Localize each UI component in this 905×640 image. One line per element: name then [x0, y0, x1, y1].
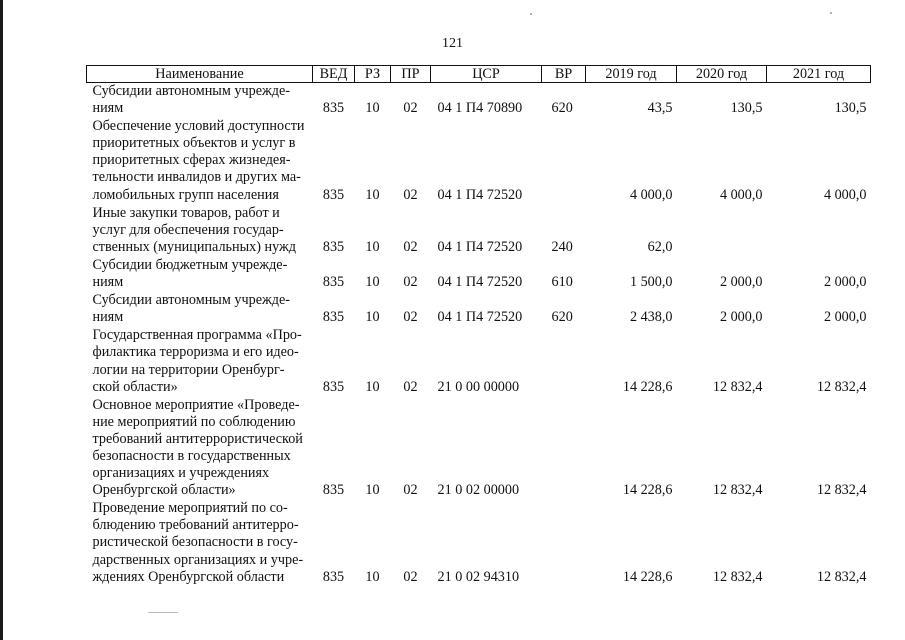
cell-2019: 62,0: [647, 238, 673, 255]
cell-2020: [677, 205, 767, 257]
name-line: требований антитеррористической: [92, 430, 303, 447]
header-pr: ПР: [391, 66, 431, 83]
cell-rz: 10: [365, 238, 380, 255]
cell-ved: 835: [322, 186, 345, 203]
cell-2020: 130,5: [730, 100, 763, 117]
cell-vr: [542, 118, 586, 204]
cell-ved: 835: [322, 100, 345, 117]
cell-rz: 10: [365, 482, 380, 499]
cell-2020: 12 832,4: [712, 482, 763, 499]
cell-vr: 620: [551, 309, 573, 326]
name-line: Основное мероприятие «Проведе-: [92, 396, 300, 413]
name-line: Субсидии автономным учрежде-: [92, 292, 291, 309]
cell-rz: 10: [365, 186, 380, 203]
cell-name: [87, 205, 313, 257]
cell-2019: 4 000,0: [629, 186, 673, 203]
name-line: приоритетных объектов и услуг в: [92, 135, 296, 152]
name-line: Иные закупки товаров, работ и: [92, 204, 280, 221]
name-line: Субсидии бюджетным учрежде-: [92, 256, 288, 273]
cell-2020: 4 000,0: [719, 186, 763, 203]
cell-2019: 14 228,6: [622, 482, 673, 499]
cell-name: [87, 397, 313, 501]
cell-name: [87, 83, 313, 119]
cell-2021: 12 832,4: [816, 378, 867, 395]
name-line: Субсидии автономным учрежде-: [92, 83, 291, 99]
cell-name: [87, 257, 313, 292]
name-line: ристической безопасности в госу-: [92, 534, 298, 551]
cell-2019: 43,5: [647, 100, 673, 117]
cell-pr: 02: [403, 378, 418, 395]
table-header-row: [87, 66, 871, 83]
cell-csr: 04 1 П4 70890: [437, 100, 523, 117]
name-line: Обеспечение условий доступности: [92, 118, 305, 135]
cell-ved: 835: [322, 568, 345, 585]
name-line: ние мероприятий по соблюдению: [92, 413, 296, 430]
name-line: Оренбургской области»: [92, 482, 236, 499]
cell-2019: 14 228,6: [622, 568, 673, 585]
name-line: дарственных организациях и учре-: [92, 551, 304, 568]
table-row: [87, 257, 871, 292]
cell-ved: 835: [322, 378, 345, 395]
budget-table: [86, 65, 871, 587]
cell-vr: 620: [551, 100, 573, 117]
cell-2021: 130,5: [834, 100, 867, 117]
cell-name: [87, 327, 313, 396]
header-2021: 2021 год: [767, 66, 871, 83]
name-line: ской области»: [92, 378, 178, 395]
cell-2021: [767, 205, 871, 257]
cell-2021: 12 832,4: [816, 482, 867, 499]
cell-pr: 02: [403, 568, 418, 585]
header-vr: ВР: [542, 66, 586, 83]
page-number: 121: [442, 36, 463, 51]
name-line: филактика терроризма и его идео-: [92, 344, 299, 361]
cell-name: [87, 118, 313, 204]
table-row: [87, 292, 871, 327]
name-line: блюдению требований антитерро-: [92, 517, 299, 534]
cell-2020: 2 000,0: [719, 309, 763, 326]
cell-vr: 610: [551, 274, 573, 291]
cell-rz: 10: [365, 309, 380, 326]
cell-vr: [542, 397, 586, 501]
cell-vr: 240: [551, 238, 573, 255]
cell-csr: 04 1 П4 72520: [437, 309, 523, 326]
name-line: ниям: [92, 100, 124, 117]
header-2020: 2020 год: [677, 66, 767, 83]
cell-2021: 2 000,0: [823, 274, 867, 291]
cell-csr: 04 1 П4 72520: [437, 186, 523, 203]
cell-2019: 1 500,0: [629, 274, 673, 291]
cell-name: [87, 500, 313, 586]
cell-pr: 02: [403, 482, 418, 499]
cell-ved: 835: [322, 309, 345, 326]
name-line: ственных (муниципальных) нужд: [92, 238, 297, 255]
table-row: [87, 83, 871, 119]
name-line: логии на территории Оренбург-: [92, 361, 285, 378]
table-row: [87, 500, 871, 586]
name-line: Проведение мероприятий по со-: [92, 500, 288, 517]
table-row: [87, 397, 871, 501]
scan-speck: [530, 13, 532, 15]
cell-ved: 835: [322, 238, 345, 255]
cell-rz: 10: [365, 378, 380, 395]
cell-pr: 02: [403, 238, 418, 255]
table-body: [87, 83, 871, 587]
name-line: безопасности в государственных: [92, 447, 291, 464]
cell-csr: 21 0 02 00000: [437, 482, 520, 499]
table-row: [87, 205, 871, 257]
cell-rz: 10: [365, 274, 380, 291]
cell-ved: 835: [322, 482, 345, 499]
cell-2020: 2 000,0: [719, 274, 763, 291]
cell-pr: 02: [403, 274, 418, 291]
header-2019: 2019 год: [586, 66, 677, 83]
header-csr: ЦСР: [431, 66, 542, 83]
cell-2021: 2 000,0: [823, 309, 867, 326]
name-line: организациях и учреждениях: [92, 465, 270, 482]
cell-2021: 4 000,0: [823, 186, 867, 203]
name-line: тельности инвалидов и других ма-: [92, 169, 301, 186]
name-line: услуг для обеспечения государ-: [92, 221, 284, 238]
cell-rz: 10: [365, 100, 380, 117]
cell-csr: 21 0 02 94310: [437, 568, 520, 585]
cell-2020: 12 832,4: [712, 378, 763, 395]
header-rz: РЗ: [355, 66, 391, 83]
name-line: ниям: [92, 274, 124, 291]
cell-vr: [542, 500, 586, 586]
cell-2019: 14 228,6: [622, 378, 673, 395]
scan-speck: [148, 612, 178, 613]
cell-csr: 04 1 П4 72520: [437, 238, 523, 255]
scan-edge: [0, 0, 3, 640]
name-line: ниям: [92, 309, 124, 326]
cell-pr: 02: [403, 100, 418, 117]
cell-pr: 02: [403, 186, 418, 203]
header-name: Наименование: [87, 66, 313, 83]
cell-csr: 04 1 П4 72520: [437, 274, 523, 291]
cell-2021: 12 832,4: [816, 568, 867, 585]
header-ved: ВЕД: [313, 66, 355, 83]
name-line: Государственная программа «Про-: [92, 327, 302, 344]
name-line: ждениях Оренбургской области: [92, 568, 285, 585]
name-line: ломобильных групп населения: [92, 186, 279, 203]
table-row: [87, 118, 871, 204]
cell-pr: 02: [403, 309, 418, 326]
name-line: приоритетных сферах жизнедея-: [92, 152, 291, 169]
cell-csr: 21 0 00 00000: [437, 378, 520, 395]
cell-vr: [542, 327, 586, 396]
cell-name: [87, 292, 313, 327]
cell-2020: 12 832,4: [712, 568, 763, 585]
cell-rz: 10: [365, 568, 380, 585]
table-row: [87, 327, 871, 396]
cell-ved: 835: [322, 274, 345, 291]
cell-2019: 2 438,0: [629, 309, 673, 326]
scan-speck: [830, 12, 832, 14]
